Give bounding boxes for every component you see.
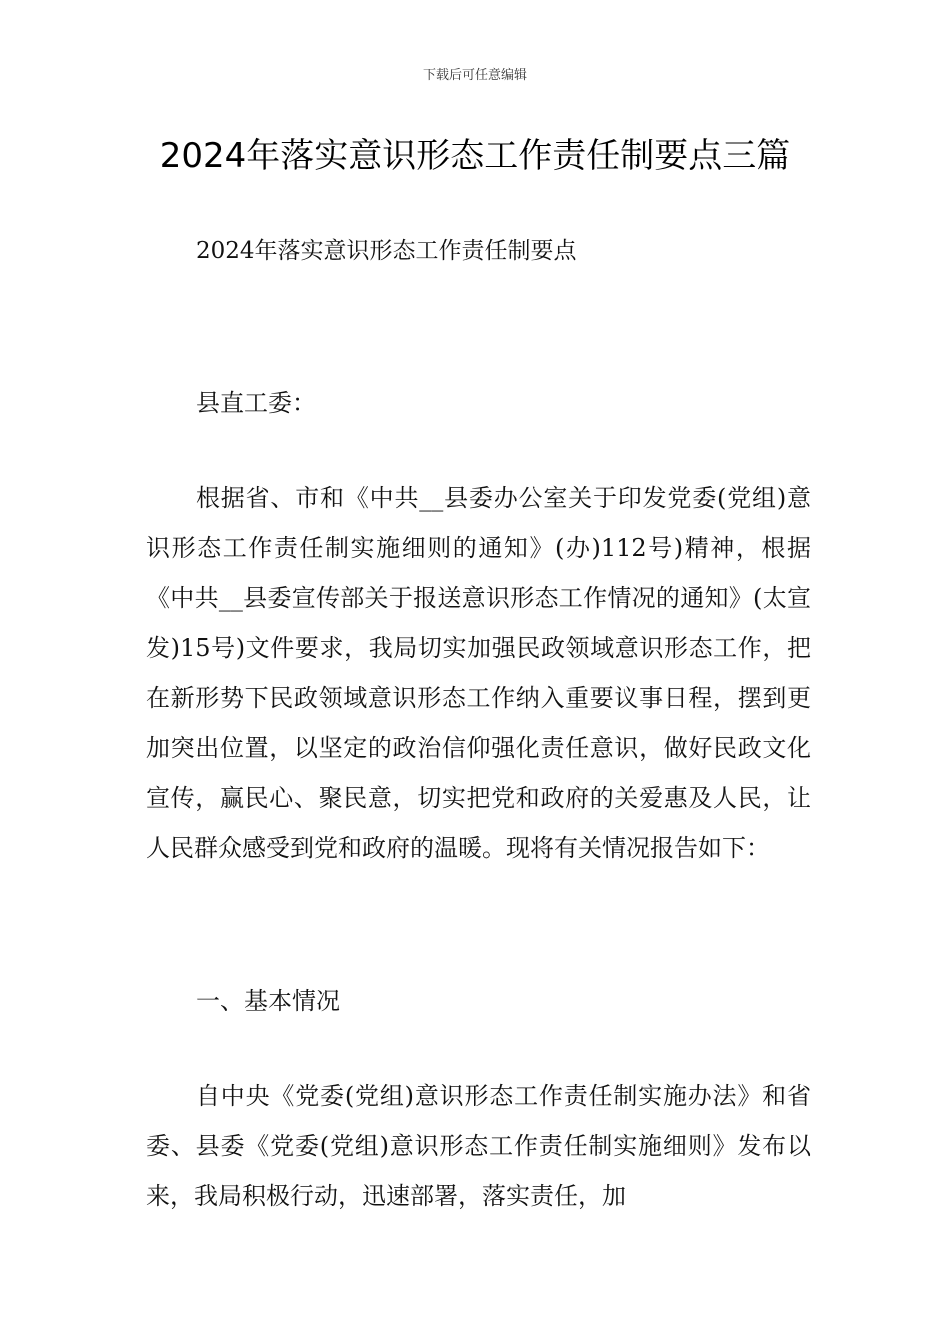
document-title: 2024年落实意识形态工作责任制要点三篇	[159, 136, 791, 176]
section-heading-1: 一、基本情况	[196, 987, 340, 1015]
document-subtitle: 2024年落实意识形态工作责任制要点	[196, 238, 577, 264]
body-paragraph-1: 根据省、市和《中共__县委办公室关于印发党委(党组)意识形态工作责任制实施细则的通知》(办)112号)精神，根据《中共__县委宣传部关于报送意识形态工作情况的通知》(太宣发)15号)文件要求，我局切实加强民政领域意识形态工作，把在新形势下民政领域意识形态工作纳入重要议事日程，摆到更加突出位置，以坚定的政治信仰强化责任意识，做好民政文化宣传，赢民心、聚民意，切实把党和政府的关爱惠及人民，让人民群众感受到党和政府的温暖。现将有关情况报告如下：	[146, 484, 811, 862]
body-paragraph-2: 自中央《党委(党组)意识形态工作责任制实施办法》和省委、县委《党委(党组)意识形态工作责任制实施细则》发布以来，我局积极行动，迅速部署，落实责任，加	[146, 1082, 811, 1210]
salutation: 县直工委：	[196, 389, 316, 417]
header-note: 下载后可任意编辑	[422, 68, 527, 83]
